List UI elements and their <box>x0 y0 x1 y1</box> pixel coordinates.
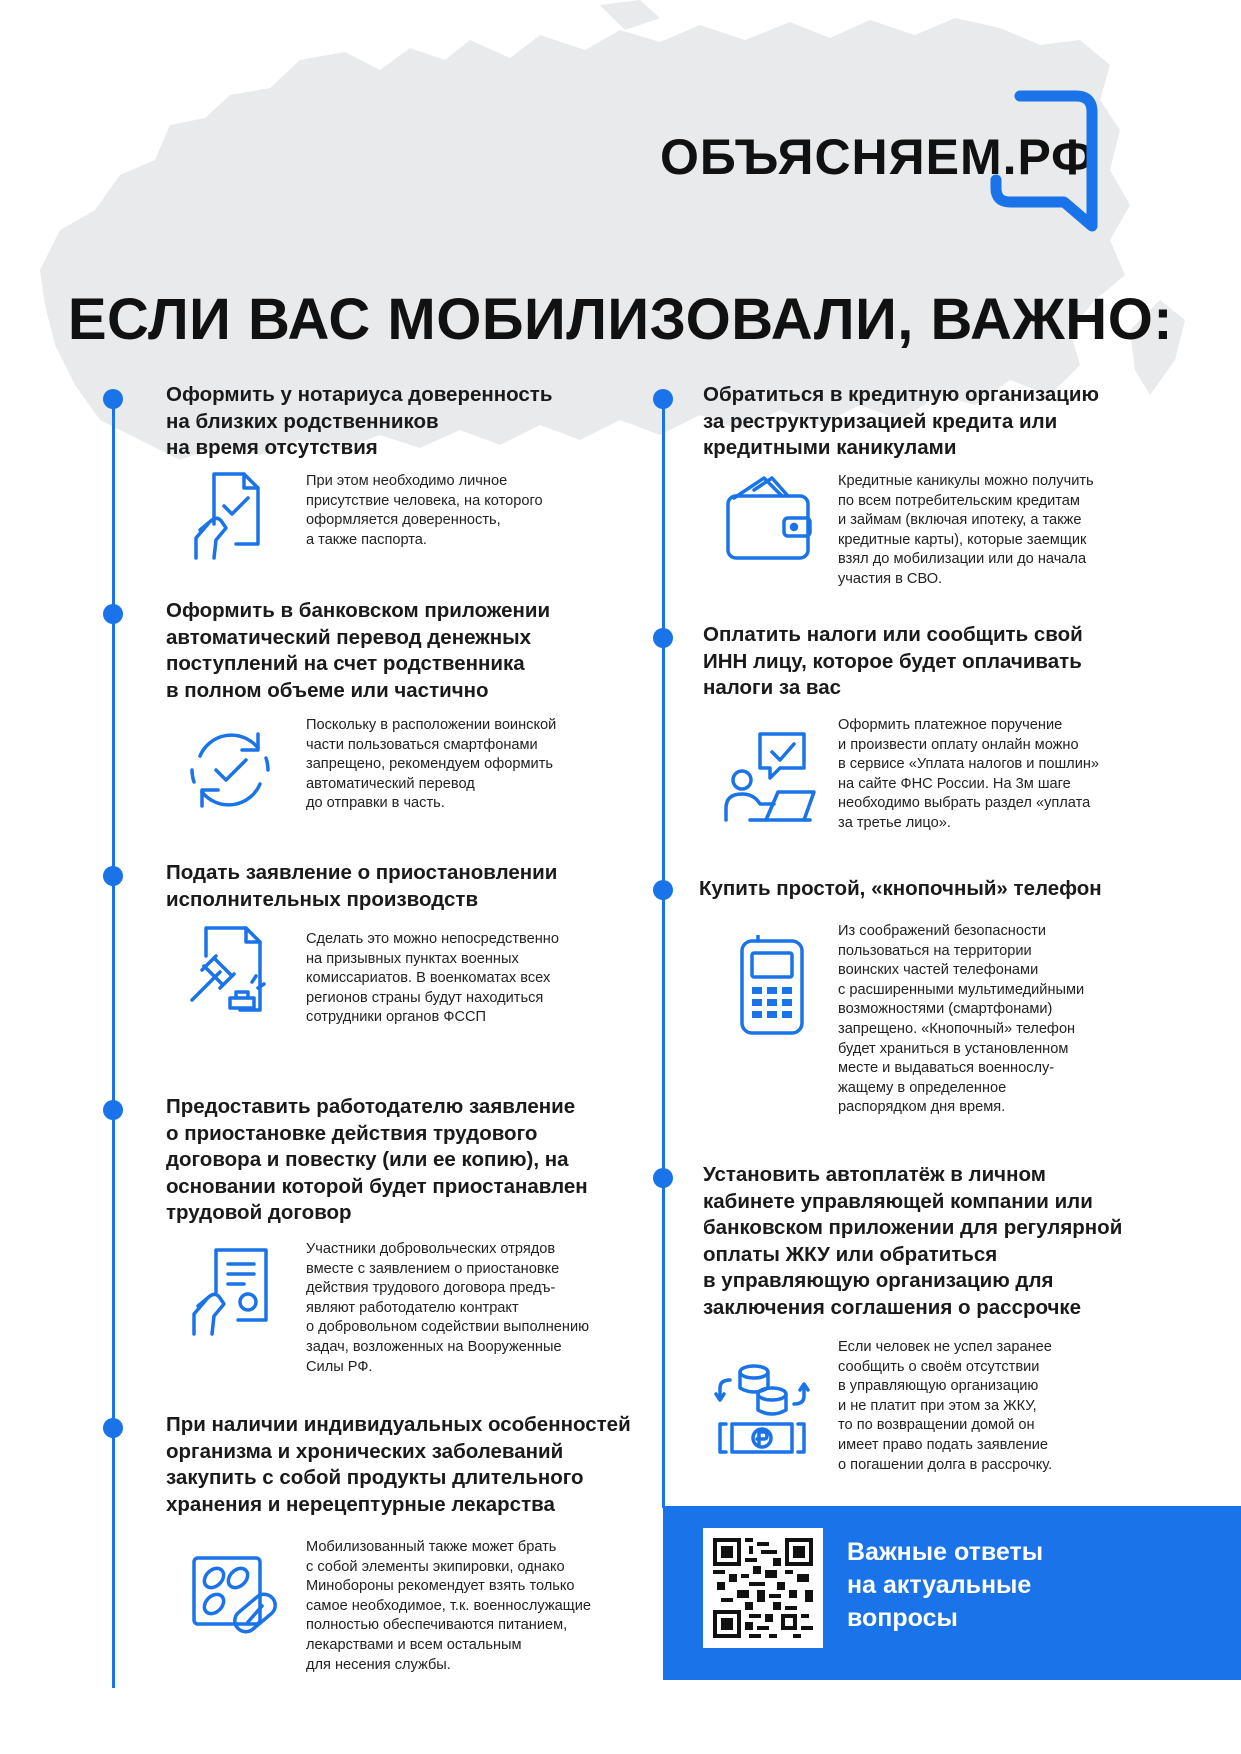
left-timeline <box>112 396 115 1688</box>
item-description: При этом необходимо личное присутствие человека, на которого оформляется доверенность, а также паспорта. <box>306 473 543 548</box>
item-description: Если человек не успел заранее сообщить о своём отсутствии в управляющую организацию и не платит при этом за ЖКУ, то по возвращении домой он имеет право подать заявление о погашении долга в рассрочку. <box>838 1339 1053 1473</box>
timeline-dot <box>653 1168 673 1188</box>
document-hand-check-icon <box>186 466 286 566</box>
left-item-3 <box>166 860 626 913</box>
item-title: Обратиться в кредитную организацию за реструктуризацией кредита или кредитными каникулами <box>703 383 1099 459</box>
timeline-dot <box>103 604 123 624</box>
item-title: Оформить у нотариуса доверенность на близких родственников на время отсутствия <box>166 383 553 459</box>
timeline-dot <box>103 389 123 409</box>
right-item-2 <box>703 622 1203 702</box>
brand-name: ОБЪЯСНЯЕМ.РФ <box>660 129 1095 185</box>
right-item-1 <box>703 382 1203 462</box>
timeline-dot <box>653 389 673 409</box>
timeline-dot <box>103 1418 123 1438</box>
item-description: Кредитные каникулы можно получить по всем потребительским кредитам и займам (включая ипотеку, а также кредитные карты), которые заемщик взял до мобилизации или до начала участия в СВО. <box>838 473 1094 587</box>
item-description: Из соображений безопасности пользоваться на территории воинских частей телефонами с расширенными мультимедийными возможностями (смартфонами) запрещено. «Кнопочный» телефон будет храниться в установленном месте и выдаваться военнослу- жащему в определенное распорядком дня время. <box>838 923 1085 1116</box>
timeline-dot <box>103 866 123 886</box>
item-description: Сделать это можно непосредственно на призывных пунктах военных комиссариатов. В военкоматах всех регионов страны будут находиться сотрудники органов ФССП <box>306 931 559 1026</box>
gavel-document-icon <box>180 920 280 1020</box>
right-timeline <box>662 396 665 1508</box>
item-title: Подать заявление о приостановлении исполнительных производств <box>166 861 558 911</box>
item-description: Поскольку в расположении воинской части пользоваться смартфонами запрещено, рекомендуем оформить автоматический перевод до отправки в часть. <box>306 717 557 812</box>
footer-text: Важные ответы на актуальные вопросы <box>847 1538 1044 1632</box>
timeline-dot <box>653 880 673 900</box>
timeline-dot <box>103 1100 123 1120</box>
pills-icon <box>186 1548 286 1648</box>
item-description: Оформить платежное поручение и произвести оплату онлайн можно в сервисе «Уплата налогов и пошлин» на сайте ФНС России. На 3м шаге необходимо выбрать раздел «уплата за третье лицо». <box>838 717 1100 831</box>
speech-bubble-icon <box>990 90 1100 240</box>
right-item-3 <box>699 876 1199 903</box>
left-item-1 <box>166 382 626 462</box>
contract-hand-icon <box>186 1240 286 1340</box>
left-item-5 <box>166 1412 646 1518</box>
item-title: Оплатить налоги или сообщить свой ИНН лицу, которое будет оплачивать налоги за вас <box>703 623 1083 699</box>
person-laptop-check-icon <box>720 728 820 828</box>
item-title: Оформить в банковском приложении автоматический перевод денежных поступлений на счет родственника в полном объеме или частично <box>166 599 551 702</box>
refresh-check-icon <box>180 720 280 820</box>
item-title: Установить автоплатёж в личном кабинете управляющей компании или банковском приложении для регулярной оплаты ЖКУ или обратиться в управляющую организацию для заключения соглашения о рассрочке <box>703 1163 1123 1319</box>
page-title: ЕСЛИ ВАС МОБИЛИЗОВАЛИ, ВАЖНО: <box>67 287 1174 352</box>
item-title: Предоставить работодателю заявление о приостановке действия трудового договора и повестку (или ее копию), на основании которой будет приостанавлен трудовой договор <box>166 1095 588 1224</box>
left-item-2 <box>166 598 626 704</box>
qr-code-icon <box>713 1538 813 1638</box>
item-title: Купить простой, «кнопочный» телефон <box>699 877 1102 900</box>
item-title: При наличии индивидуальных особенностей организма и хронических заболеваний закупить с собой продукты длительного хранения и нерецептурные лекарства <box>166 1413 631 1516</box>
item-description: Участники добровольческих отрядов вместе с заявлением о приостановке действия трудового договора предъ- являют работодателю контракт о добровольном содействии выполнению задач, возложенных на Вооруженные Силы РФ. <box>306 1241 590 1375</box>
right-item-4 <box>703 1162 1203 1321</box>
timeline-dot <box>653 628 673 648</box>
footer-cta[interactable] <box>663 1506 1241 1680</box>
coins-ruble-cycle-icon <box>712 1358 812 1458</box>
qr-code-frame[interactable] <box>703 1528 823 1648</box>
wallet-icon <box>720 470 820 570</box>
item-description: Мобилизованный также может брать с собой элементы экипировки, однако Минобороны рекомендует взять только самое необходимое, т.к. военнослужащие полностью обеспечиваются питанием, лекарствами и всем остальным для несения службы. <box>306 1539 591 1673</box>
left-item-4 <box>166 1094 646 1227</box>
push-button-phone-icon <box>724 935 824 1035</box>
